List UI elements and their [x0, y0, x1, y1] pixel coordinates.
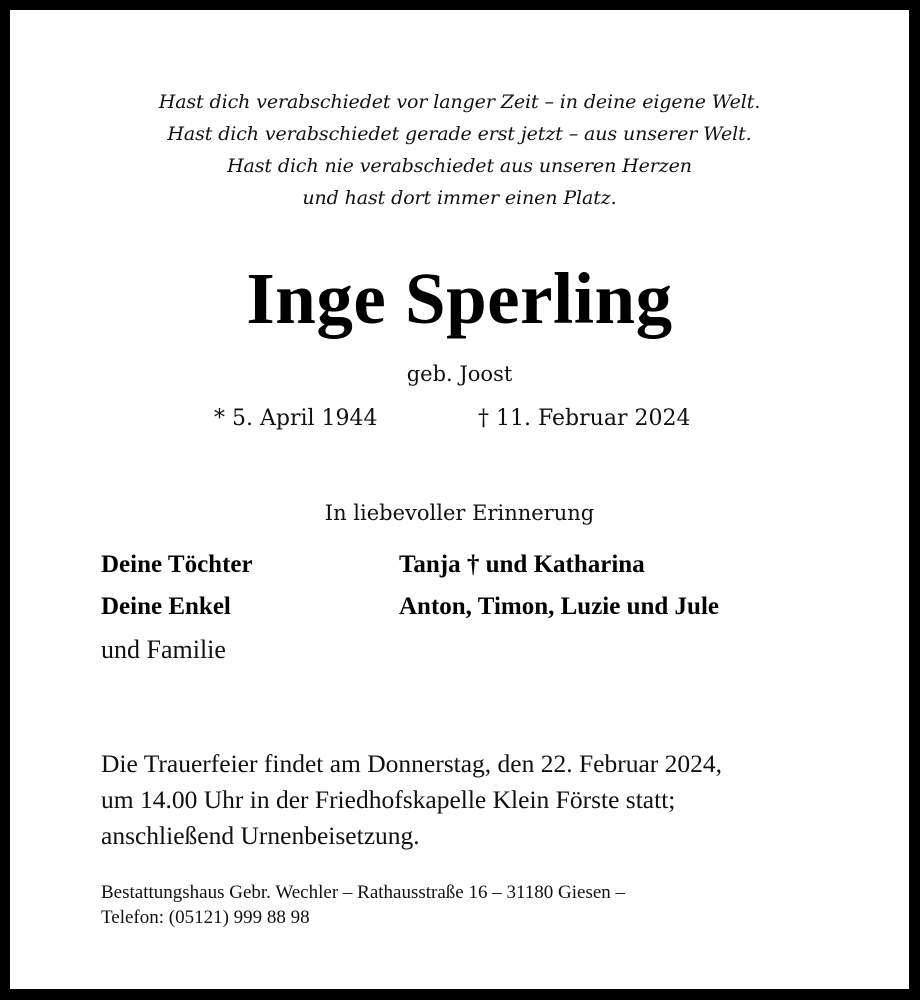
mourner-label-daughters: Deine Töchter [101, 551, 253, 578]
memorial-poem [10, 86, 909, 214]
mourner-label-grandchildren: Deine Enkel [101, 593, 231, 620]
funeral-home-contact [101, 880, 625, 930]
funeral-home-address: Bestattungshaus Gebr. Wechler – Rathausstraße 16 – 31180 Giesen – [101, 882, 626, 903]
ceremony-line: Die Trauerfeier findet am Donnerstag, den 22. Februar 2024, [101, 749, 723, 778]
ceremony-line: anschließend Urnenbeisetzung. [101, 821, 420, 850]
ceremony-details [101, 746, 722, 854]
ceremony-line: um 14.00 Uhr in der Friedhofskapelle Klein Förste statt; [101, 785, 676, 814]
poem-line: und hast dort immer einen Platz. [302, 187, 617, 209]
poem-line: Hast dich verabschiedet gerade erst jetzt – aus unserer Welt. [167, 123, 752, 145]
mourner-family: und Familie [101, 635, 226, 664]
deceased-name: Inge Sperling [246, 258, 673, 339]
remembrance-heading: In liebevoller Erinnerung [324, 501, 595, 525]
mourner-names-daughters: Tanja † und Katharina [399, 551, 645, 578]
funeral-home-phone: Telefon: (05121) 999 88 98 [101, 907, 310, 928]
poem-line: Hast dich verabschiedet vor langer Zeit – in deine eigene Welt. [158, 91, 761, 113]
life-dates [10, 404, 909, 434]
death-date: † 11. Februar 2024 [478, 406, 691, 431]
poem-line: Hast dich nie verabschiedet aus unseren Herzen [227, 155, 692, 177]
mourner-names-grandchildren: Anton, Timon, Luzie und Jule [399, 593, 720, 620]
birth-date: * 5. April 1944 [214, 406, 378, 431]
maiden-name: geb. Joost [406, 362, 513, 386]
